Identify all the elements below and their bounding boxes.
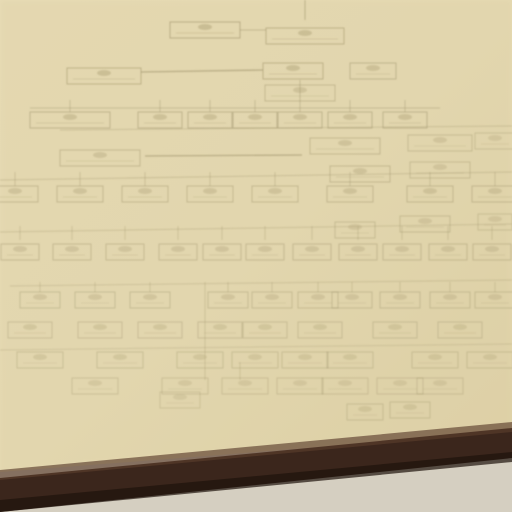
chart-label-smudge: [171, 246, 185, 252]
chart-label-smudge: [258, 324, 272, 330]
chart-label-smudge: [433, 137, 447, 143]
chart-label-smudge: [453, 324, 467, 330]
chart-label-smudge: [338, 140, 352, 146]
chart-label-smudge: [366, 65, 380, 71]
chart-label-smudge: [203, 114, 217, 120]
chart-label-smudge: [153, 324, 167, 330]
chart-label-smudge: [293, 114, 307, 120]
chart-label-smudge: [395, 246, 409, 252]
chart-label-smudge: [441, 246, 455, 252]
chart-label-smudge: [343, 188, 357, 194]
chart-label-smudge: [418, 218, 432, 224]
chart-label-smudge: [265, 294, 279, 300]
chart-label-smudge: [483, 354, 497, 360]
chart-label-smudge: [348, 224, 362, 230]
chart-label-smudge: [388, 324, 402, 330]
chart-label-smudge: [173, 394, 187, 400]
chart-label-smudge: [213, 324, 227, 330]
chart-label-smudge: [485, 246, 499, 252]
chart-label-smudge: [343, 354, 357, 360]
chart-label-smudge: [88, 380, 102, 386]
chart-label-smudge: [358, 406, 372, 412]
chart-label-smudge: [88, 294, 102, 300]
chart-label-smudge: [286, 65, 300, 71]
chart-label-smudge: [305, 246, 319, 252]
chart-label-smudge: [221, 294, 235, 300]
chart-label-smudge: [33, 294, 47, 300]
chart-label-smudge: [443, 294, 457, 300]
chart-label-smudge: [65, 246, 79, 252]
chart-label-smudge: [433, 380, 447, 386]
chart-label-smudge: [393, 294, 407, 300]
chart-label-smudge: [311, 294, 325, 300]
chart-label-smudge: [93, 324, 107, 330]
chart-label-smudge: [353, 168, 367, 174]
chart-label-smudge: [423, 188, 437, 194]
chart-label-smudge: [293, 380, 307, 386]
chart-label-smudge: [8, 188, 22, 194]
chart-label-smudge: [313, 324, 327, 330]
chart-label-smudge: [393, 380, 407, 386]
chart-label-smudge: [73, 188, 87, 194]
chart-label-smudge: [351, 246, 365, 252]
chart-label-smudge: [258, 246, 272, 252]
chart-label-smudge: [248, 114, 262, 120]
chart-label-smudge: [178, 380, 192, 386]
chart-label-smudge: [238, 380, 252, 386]
chart-label-smudge: [13, 246, 27, 252]
chart-label-smudge: [488, 188, 502, 194]
chart-label-smudge: [63, 114, 77, 120]
chart-label-smudge: [33, 354, 47, 360]
chart-label-smudge: [343, 114, 357, 120]
chart-label-smudge: [403, 404, 417, 410]
chart-label-smudge: [345, 294, 359, 300]
chart-label-smudge: [23, 324, 37, 330]
chart-label-smudge: [338, 380, 352, 386]
chart-label-smudge: [433, 164, 447, 170]
chart-label-smudge: [398, 114, 412, 120]
chart-label-smudge: [203, 188, 217, 194]
chart-label-smudge: [248, 354, 262, 360]
chart-label-smudge: [153, 114, 167, 120]
chart-label-smudge: [298, 30, 312, 36]
chart-label-smudge: [113, 354, 127, 360]
chart-label-smudge: [488, 216, 502, 222]
chart-label-smudge: [268, 188, 282, 194]
chart-label-smudge: [138, 188, 152, 194]
chart-label-smudge: [93, 152, 107, 158]
chart-label-smudge: [97, 70, 111, 76]
chart-label-smudge: [428, 354, 442, 360]
chart-label-smudge: [193, 354, 207, 360]
chart-label-smudge: [488, 135, 502, 141]
chart-label-smudge: [298, 354, 312, 360]
chart-label-smudge: [198, 24, 212, 30]
chart-label-smudge: [118, 246, 132, 252]
chart-label-smudge: [215, 246, 229, 252]
chart-label-smudge: [488, 294, 502, 300]
chart-label-smudge: [143, 294, 157, 300]
